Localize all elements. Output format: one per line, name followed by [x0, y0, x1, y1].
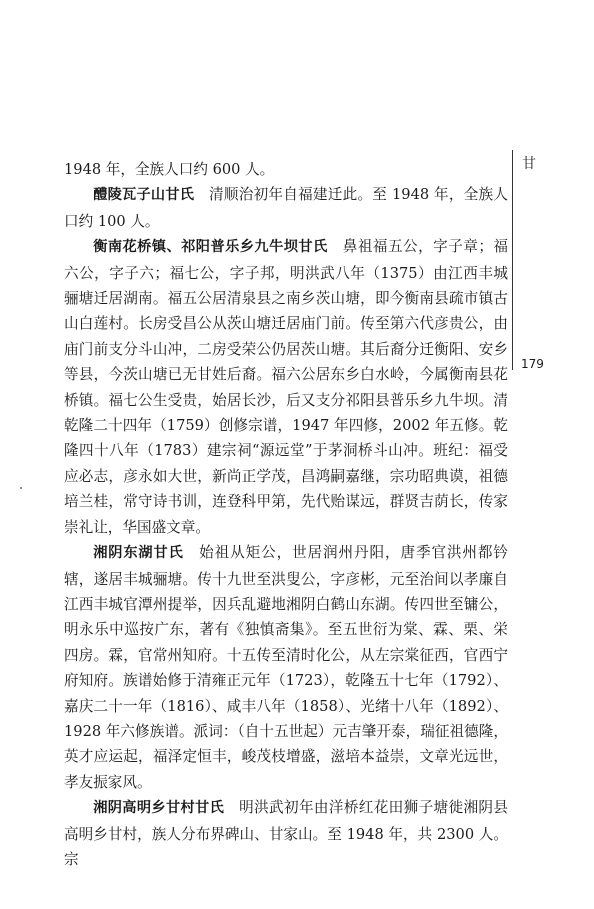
scan-speck [20, 487, 22, 489]
margin-rule [512, 150, 513, 370]
paragraph-xiangyin-donghu [64, 540, 508, 795]
paragraph-text: 鼻祖福五公，字子章；福六公，字子六；福七公，字子邦，明洪武八年（1375）由江西丰城骊塘迁居湖南。福五公居清泉县之南乡茨山塘，即今衡南县疏市镇古山白莲村。长房受昌公从茨山塘迁居庙门前。传至第六代彦贵公，由庙门前支分斗山冲，二房受荣公仍居茨山塘。其后裔分迁衡阳、安乡等县，今茨山塘已无甘姓后裔。福六公居东乡白水岭，今属衡南县花桥镇。福七公生受贵，始居长沙，后又支分祁阳县普乐乡九牛坝。清乾隆二十四年（1759）创修宗谱，1947 年四修，2002 年五修。乾隆四十八年（1783）建宗祠“源远堂”于茅洞桥斗山冲。班纪：福受应必志，彦永如大世，新尚正学茂，昌鸿嗣嘉继，宗功昭典谟，祖德培兰桂，常守诗书训，连登科甲第，先代贻谋远，群贤吉荫长，传家崇礼让，华国盛文章。 [64, 238, 508, 536]
paragraph-text: 明洪武初年由洋桥红花田狮子塘徙湘阴县高明乡甘村，族人分布界碑山、甘家山。至 1948 年，共 2300 人。宗 [64, 799, 508, 868]
paragraph-liling-wazishan [64, 182, 508, 234]
paragraph-xiangyin-gaoming [64, 795, 508, 872]
paragraph-text: 清顺治初年自福建迁此。至 1948 年，全族人口约 100 人。 [64, 186, 508, 230]
clan-heading: 醴陵瓦子山甘氏 [93, 187, 195, 204]
clan-heading: 湘阴东湖甘氏 [93, 545, 184, 562]
paragraph-text: 1948 年，全族人口约 600 人。 [64, 161, 275, 178]
paragraph-text: 始祖从矩公，世居润州丹阳，唐季官洪州都钤辖，遂居丰城骊塘。传十九世至洪叟公，字彦彬，元至治间以孝廉自江西丰城官潭州提举，因兵乱避地湘阴白鹤山东湖。传四世至镛公，明永乐中巡按广东，著有《独慎斋集》。至五世衍为棠、霖、栗、栄四房。霖，官常州知府。十五传至清时化公，从左宗棠征西，官西宁府知府。族谱始修于清雍正元年（1723），乾隆五十七年（1792）、嘉庆二十一年（1816）、咸丰八年（1858）、光绪十八年（1892）、1928 年六修族谱。派词：（自十五世起）元吉肇开泰，瑞征祖德隆，英才应运起，福泽定恒丰，峻茂枝增盛，滋培本益崇，文章光远世，孝友振家风。 [64, 544, 508, 791]
body-text [64, 157, 508, 872]
paragraph-continuation [64, 157, 508, 182]
page-number: 179 [521, 357, 544, 371]
clan-heading: 衡南花桥镇、祁阳普乐乡九牛坝甘氏 [93, 239, 328, 256]
surname-index-char: 甘 [522, 156, 536, 172]
clan-heading: 湘阴高明乡甘村甘氏 [93, 800, 225, 817]
paragraph-hengnan-huaqiao [64, 234, 508, 540]
